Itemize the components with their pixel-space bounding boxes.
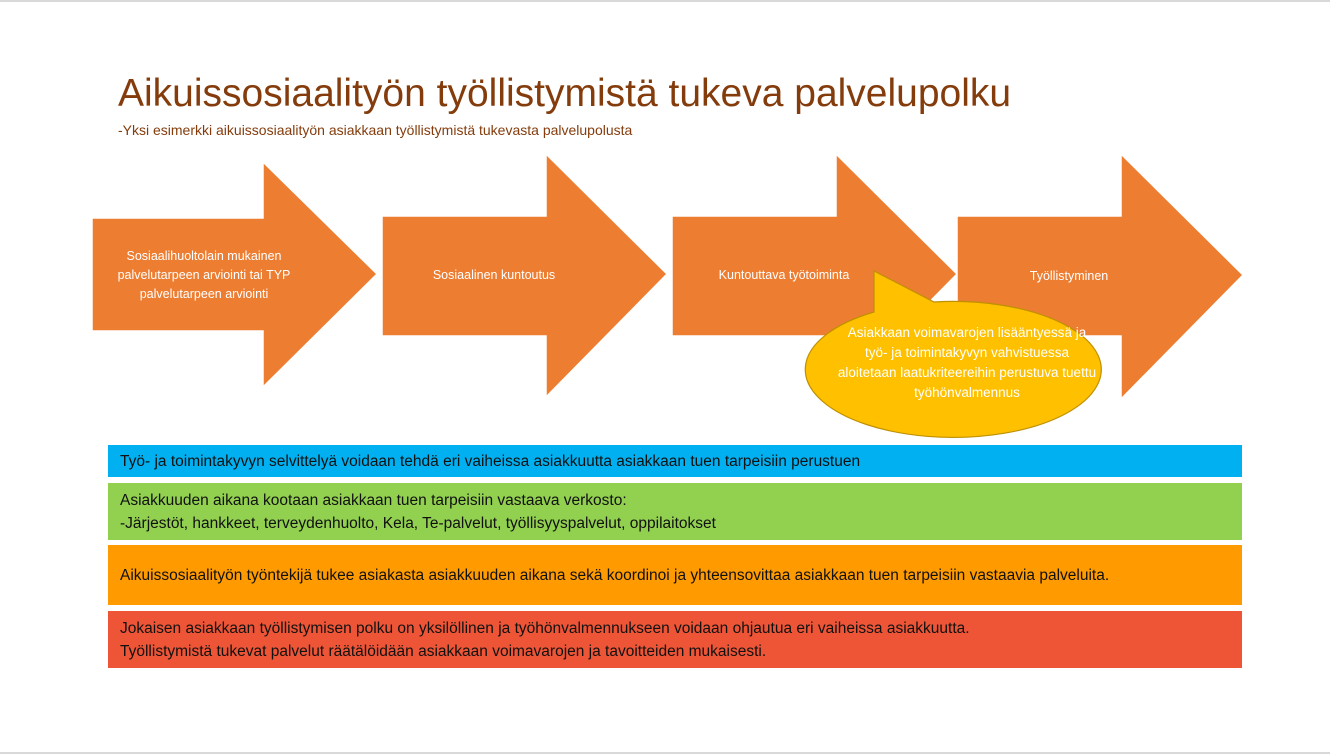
info-band-assessment [108, 445, 1242, 477]
info-band-coordination [108, 545, 1242, 605]
info-band-individual-path-line-2: Työllistymistä tukevat palvelut räätälöidään asiakkaan voimavarojen ja tavoitteiden mukaisesti. [120, 642, 767, 660]
arrow-step-2-label: Sosiaalinen kuntoutus [432, 267, 556, 282]
page-subtitle: -Yksi esimerkki aikuissosiaalityön asiakkaan työllistymistä tukevasta palvelupolusta [118, 122, 633, 138]
info-band-individual-path-line-1: Jokaisen asiakkaan työllistymisen polku on yksilöllinen ja työhönvalmennukseen voidaan ohjautua eri vaiheissa asiakkuutta. [120, 619, 970, 637]
arrow-step-3-label: Kuntouttava työtoiminta [718, 267, 850, 282]
arrow-step-1-label: Sosiaalihuoltolain mukainen palvelutarpeen arviointi tai TYP palvelutarpeen arviointi [117, 248, 291, 301]
info-band-network [108, 483, 1242, 540]
page-title: Aikuissosiaalityön työllistymistä tukeva palvelupolku [118, 72, 1012, 115]
info-band-network-line-2: -Järjestöt, hankkeet, terveydenhuolto, Kela, Te-palvelut, työllisyyspalvelut, oppilaitokset [120, 514, 716, 532]
info-band-network-line-1: Asiakkuuden aikana kootaan asiakkaan tuen tarpeisiin vastaava verkosto: [120, 491, 627, 509]
callout-text: Asiakkaan voimavarojen lisääntyessä ja työ- ja toimintakyvyn vahvistuessa aloitetaan laatukriteereihin perustuva tuettu työhönvalmennus [837, 325, 1097, 400]
info-band-coordination-line-1: Aikuissosiaalityön työntekijä tukee asiakasta asiakkuuden aikana sekä koordinoi ja yhteensovittaa asiakkaan tuen tarpeisiin vastaavia palveluita. [120, 566, 1110, 584]
info-band-individual-path [108, 611, 1242, 668]
arrow-step-4-label: Työllistyminen [1029, 268, 1109, 283]
info-band-assessment-line-1: Työ- ja toimintakyvyn selvittelyä voidaan tehdä eri vaiheissa asiakkuutta asiakkaan tuen tarpeisiin perustuen [120, 452, 861, 470]
